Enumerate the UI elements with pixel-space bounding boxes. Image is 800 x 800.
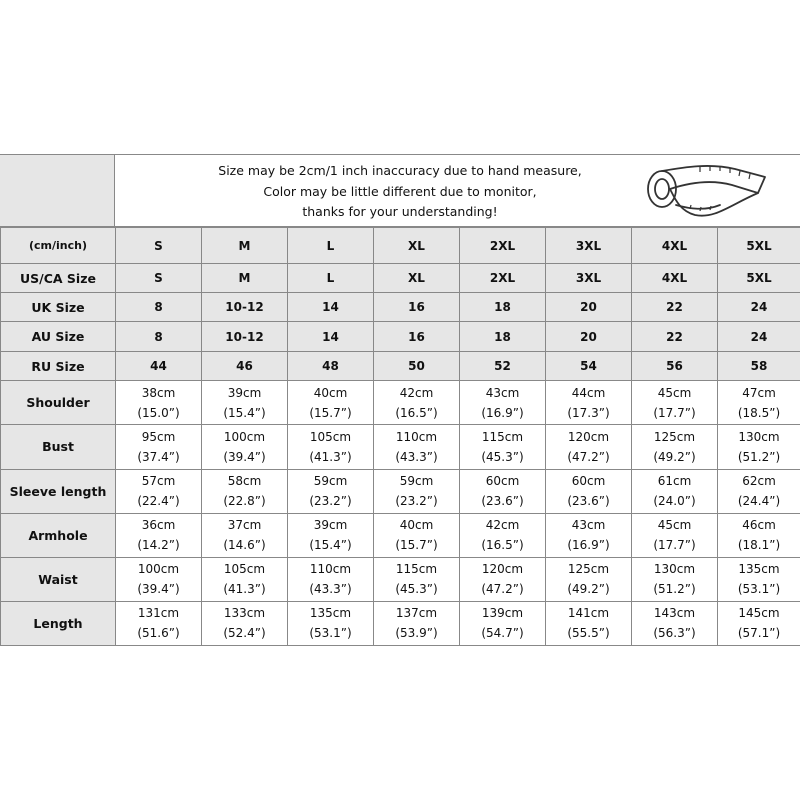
size-cell: 58	[718, 352, 800, 381]
measure-cell	[718, 425, 800, 469]
inch-value: (39.4”)	[137, 582, 180, 597]
inch-value: (23.6”)	[567, 494, 610, 509]
au-size-row	[1, 322, 800, 352]
measure-cell	[718, 381, 800, 425]
cm-value: 62cm	[742, 474, 776, 489]
cm-value: 39cm	[313, 518, 348, 533]
inch-value: (53.1”)	[309, 626, 352, 641]
measure-cell	[202, 381, 288, 425]
size-header: S	[116, 228, 202, 264]
measure-cell	[116, 601, 202, 645]
inch-value: (23.6”)	[481, 494, 524, 509]
cm-value: 42cm	[485, 518, 520, 533]
inch-value: (15.7”)	[309, 405, 352, 420]
inch-value: (49.2”)	[567, 582, 610, 597]
measure-cell	[546, 601, 632, 645]
size-cell: 54	[546, 352, 632, 381]
measure-cell	[116, 425, 202, 469]
size-header-row	[1, 228, 800, 264]
cm-value: 61cm	[657, 474, 692, 489]
cm-value: 130cm	[653, 562, 696, 577]
inch-value: (47.2”)	[567, 449, 610, 464]
size-cell: 20	[546, 322, 632, 352]
measure-cell	[546, 469, 632, 513]
size-cell: 44	[116, 352, 202, 381]
inch-value: (18.1”)	[737, 538, 781, 553]
cm-value: 130cm	[738, 429, 780, 444]
size-cell: 22	[632, 322, 718, 352]
us-ca-size-row	[1, 264, 800, 293]
cm-value: 36cm	[141, 518, 176, 533]
notice-row	[0, 154, 800, 227]
inch-value: (16.5”)	[481, 538, 524, 553]
measure-cell	[632, 425, 718, 469]
size-cell: 5XL	[718, 264, 800, 293]
inch-value: (45.3”)	[395, 582, 438, 597]
measure-cell	[202, 601, 288, 645]
measure-cell	[116, 381, 202, 425]
measure-cell	[288, 381, 374, 425]
cm-value: 115cm	[395, 562, 438, 577]
cm-value: 40cm	[399, 518, 434, 533]
size-cell: 14	[288, 293, 374, 322]
measure-cell	[546, 557, 632, 601]
size-table	[0, 227, 800, 646]
cm-value: 115cm	[481, 429, 524, 444]
unit-label: (cm/inch)	[1, 228, 116, 264]
cm-value: 39cm	[227, 385, 262, 400]
cm-value: 137cm	[395, 606, 438, 621]
size-header: M	[202, 228, 288, 264]
inch-value: (37.4”)	[137, 449, 180, 464]
inch-value: (52.4”)	[223, 626, 266, 641]
inch-value: (39.4”)	[223, 449, 266, 464]
measure-cell	[460, 381, 546, 425]
measure-cell	[116, 513, 202, 557]
cm-value: 139cm	[481, 606, 524, 621]
measure-cell	[116, 557, 202, 601]
inch-value: (15.7”)	[395, 538, 438, 553]
cm-value: 47cm	[742, 385, 776, 400]
measure-cell	[632, 381, 718, 425]
notice-line: Color may be little different due to monitor,	[263, 183, 537, 199]
inch-value: (18.5”)	[737, 405, 781, 420]
measure-cell	[460, 425, 546, 469]
inch-value: (15.0”)	[137, 405, 180, 420]
cm-value: 58cm	[227, 474, 262, 489]
measure-cell	[546, 425, 632, 469]
cm-value: 45cm	[657, 518, 692, 533]
measure-cell	[546, 513, 632, 557]
cm-value: 60cm	[485, 474, 520, 489]
measure-cell	[718, 601, 800, 645]
cm-value: 110cm	[309, 562, 352, 577]
inch-value: (23.2”)	[395, 494, 438, 509]
size-cell: 18	[460, 293, 546, 322]
inch-value: (51.6”)	[137, 626, 180, 641]
measure-cell	[460, 557, 546, 601]
inch-value: (43.3”)	[395, 449, 438, 464]
size-header: L	[288, 228, 374, 264]
size-cell: 46	[202, 352, 288, 381]
cm-value: 95cm	[141, 429, 176, 444]
inch-value: (23.2”)	[309, 494, 352, 509]
size-cell: 20	[546, 293, 632, 322]
inch-value: (17.7”)	[653, 538, 696, 553]
cm-value: 135cm	[738, 562, 780, 577]
measure-cell	[374, 513, 460, 557]
cm-value: 105cm	[223, 562, 266, 577]
cm-value: 38cm	[141, 385, 176, 400]
inch-value: (51.2”)	[653, 582, 696, 597]
measure-cell	[718, 557, 800, 601]
size-cell: 24	[718, 293, 800, 322]
inch-value: (16.9”)	[567, 538, 610, 553]
inch-value: (47.2”)	[481, 582, 524, 597]
sleeve-length-row	[1, 469, 800, 513]
bust-row	[1, 425, 800, 469]
inch-value: (17.7”)	[653, 405, 696, 420]
measure-cell	[632, 513, 718, 557]
cm-value: 133cm	[223, 606, 266, 621]
row-label: Length	[1, 601, 116, 645]
size-cell: 50	[374, 352, 460, 381]
size-cell: 24	[718, 322, 800, 352]
measure-cell	[718, 513, 800, 557]
size-cell: 14	[288, 322, 374, 352]
cm-value: 37cm	[227, 518, 262, 533]
size-header: 5XL	[718, 228, 800, 264]
size-header: XL	[374, 228, 460, 264]
size-cell: 2XL	[460, 264, 546, 293]
cm-value: 135cm	[309, 606, 352, 621]
cm-value: 44cm	[571, 385, 606, 400]
row-label: Bust	[1, 425, 116, 469]
inch-value: (14.2”)	[137, 538, 180, 553]
waist-row	[1, 557, 800, 601]
cm-value: 125cm	[567, 562, 610, 577]
inch-value: (22.4”)	[137, 494, 180, 509]
measure-cell	[202, 425, 288, 469]
cm-value: 100cm	[137, 562, 180, 577]
cm-value: 110cm	[395, 429, 438, 444]
cm-value: 145cm	[738, 606, 780, 621]
row-label: US/CA Size	[1, 264, 116, 293]
inch-value: (49.2”)	[653, 449, 696, 464]
inch-value: (14.6”)	[223, 538, 266, 553]
notice-blank-cell	[0, 155, 115, 226]
measure-cell	[632, 601, 718, 645]
inch-value: (57.1”)	[737, 626, 781, 641]
inch-value: (45.3”)	[481, 449, 524, 464]
inch-value: (41.3”)	[223, 582, 266, 597]
cm-value: 59cm	[313, 474, 348, 489]
cm-value: 40cm	[313, 385, 348, 400]
measure-cell	[288, 513, 374, 557]
size-cell: 8	[116, 322, 202, 352]
inch-value: (15.4”)	[223, 405, 266, 420]
size-cell: 16	[374, 322, 460, 352]
size-header: 3XL	[546, 228, 632, 264]
size-cell: 10-12	[202, 322, 288, 352]
inch-value: (22.8”)	[223, 494, 266, 509]
inch-value: (53.9”)	[395, 626, 438, 641]
measure-cell	[374, 469, 460, 513]
size-cell: M	[202, 264, 288, 293]
cm-value: 57cm	[141, 474, 176, 489]
measure-cell	[460, 601, 546, 645]
measure-cell	[202, 513, 288, 557]
cm-value: 43cm	[571, 518, 606, 533]
measure-cell	[374, 381, 460, 425]
cm-value: 120cm	[567, 429, 610, 444]
size-cell: L	[288, 264, 374, 293]
cm-value: 141cm	[567, 606, 610, 621]
cm-value: 105cm	[309, 429, 352, 444]
size-cell: 18	[460, 322, 546, 352]
inch-value: (43.3”)	[309, 582, 352, 597]
measure-cell	[460, 469, 546, 513]
cm-value: 42cm	[399, 385, 434, 400]
cm-value: 45cm	[657, 385, 692, 400]
measure-cell	[460, 513, 546, 557]
size-header: 4XL	[632, 228, 718, 264]
size-cell: 3XL	[546, 264, 632, 293]
measure-cell	[116, 469, 202, 513]
row-label: UK Size	[1, 293, 116, 322]
measure-cell	[202, 469, 288, 513]
size-cell: S	[116, 264, 202, 293]
inch-value: (54.7”)	[481, 626, 524, 641]
cm-value: 131cm	[137, 606, 180, 621]
size-cell: 16	[374, 293, 460, 322]
size-cell: 56	[632, 352, 718, 381]
inch-value: (16.5”)	[395, 405, 438, 420]
inch-value: (17.3”)	[567, 405, 610, 420]
cm-value: 120cm	[481, 562, 524, 577]
cm-value: 143cm	[653, 606, 696, 621]
measure-cell	[288, 469, 374, 513]
inch-value: (16.9”)	[481, 405, 524, 420]
size-cell: XL	[374, 264, 460, 293]
notice-text	[160, 161, 640, 223]
row-label: Waist	[1, 557, 116, 601]
cm-value: 100cm	[223, 429, 266, 444]
inch-value: (15.4”)	[309, 538, 352, 553]
row-label: Sleeve length	[1, 469, 116, 513]
length-row	[1, 601, 800, 645]
measure-cell	[288, 557, 374, 601]
cm-value: 125cm	[653, 429, 696, 444]
cm-value: 43cm	[485, 385, 520, 400]
inch-value: (24.4”)	[737, 494, 781, 509]
shoulder-row	[1, 381, 800, 425]
size-cell: 48	[288, 352, 374, 381]
size-chart	[0, 154, 800, 646]
size-cell: 52	[460, 352, 546, 381]
cm-value: 60cm	[571, 474, 606, 489]
notice-line: thanks for your understanding!	[302, 204, 498, 219]
size-cell: 22	[632, 293, 718, 322]
inch-value: (53.1”)	[737, 582, 781, 597]
inch-value: (51.2”)	[737, 449, 781, 464]
measure-cell	[718, 469, 800, 513]
uk-size-row	[1, 293, 800, 322]
measuring-tape-icon	[640, 159, 770, 223]
cm-value: 46cm	[742, 518, 776, 533]
size-cell: 4XL	[632, 264, 718, 293]
measure-cell	[546, 381, 632, 425]
ru-size-row	[1, 352, 800, 381]
inch-value: (55.5”)	[567, 626, 610, 641]
measure-cell	[288, 601, 374, 645]
measure-cell	[374, 601, 460, 645]
notice-line: Size may be 2cm/1 inch inaccuracy due to hand measure,	[218, 163, 582, 178]
measure-cell	[202, 557, 288, 601]
inch-value: (56.3”)	[653, 626, 696, 641]
row-label: Shoulder	[1, 381, 116, 425]
inch-value: (24.0”)	[653, 494, 696, 509]
measure-cell	[632, 469, 718, 513]
measure-cell	[288, 425, 374, 469]
size-cell: 8	[116, 293, 202, 322]
row-label: Armhole	[1, 513, 116, 557]
row-label: AU Size	[1, 322, 116, 352]
size-cell: 10-12	[202, 293, 288, 322]
measure-cell	[374, 557, 460, 601]
measure-cell	[632, 557, 718, 601]
cm-value: 59cm	[399, 474, 434, 489]
row-label: RU Size	[1, 352, 116, 381]
size-header: 2XL	[460, 228, 546, 264]
inch-value: (41.3”)	[309, 449, 352, 464]
measure-cell	[374, 425, 460, 469]
armhole-row	[1, 513, 800, 557]
